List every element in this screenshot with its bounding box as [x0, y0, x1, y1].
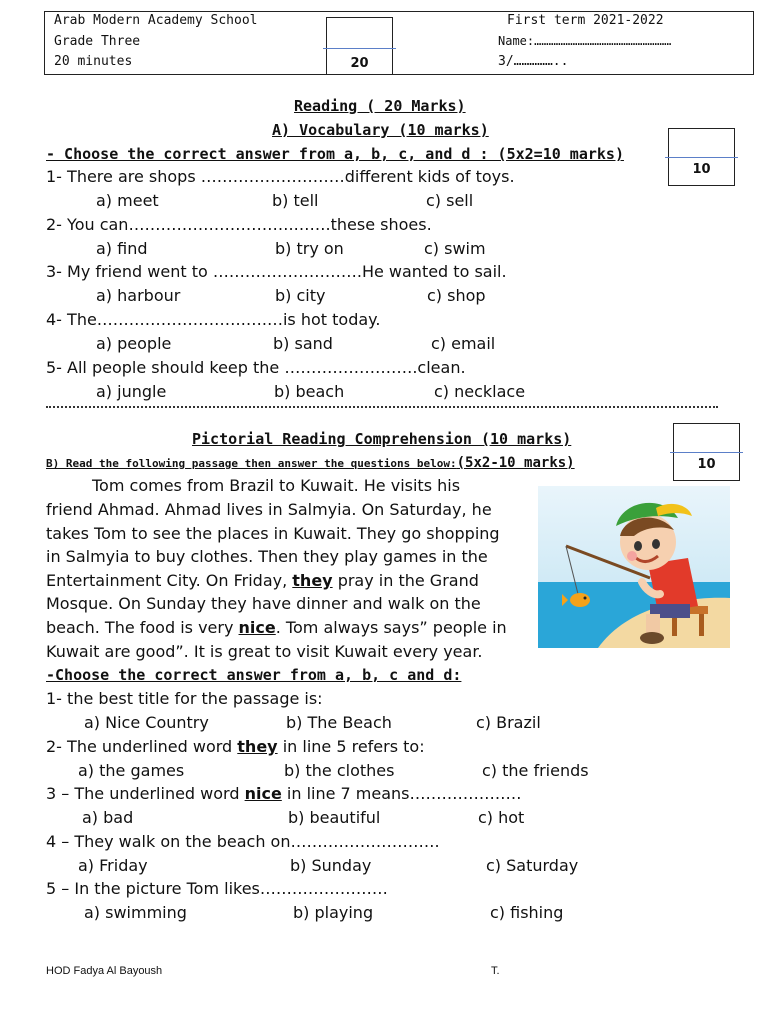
boy-fishing-illustration — [538, 486, 730, 648]
vocab-q5-a: a) jungle — [96, 382, 167, 401]
comp-q3-c: c) hot — [478, 808, 525, 827]
footer-hod: HOD Fadya Al Bayoush — [46, 965, 163, 977]
comp-q5: 5 – In the picture Tom likes…………………… — [46, 879, 388, 898]
vocab-title: A) Vocabulary (10 marks) — [272, 121, 489, 139]
passage-line-5-b: pray in the Grand — [332, 571, 479, 590]
comp-q2 — [46, 737, 425, 756]
comp-q3-a: a) bad — [82, 808, 134, 827]
passage-line-8: Kuwait are good”. It is great to visit Kuwait every year. — [46, 642, 483, 661]
vocab-q2-c: c) swim — [424, 239, 486, 258]
vocab-q4: 4- The……………………….….…is hot today. — [46, 310, 381, 329]
comp-q5-c: c) fishing — [490, 903, 564, 922]
vocab-q1: 1- There are shops ………………………different kids of toys. — [46, 167, 515, 186]
passage-line-4: in Salmyia to buy clothes. Then they play games in the — [46, 547, 488, 566]
underlined-they: they — [292, 571, 333, 590]
comp-q2-word: they — [237, 737, 278, 756]
passage-line-7-b: . Tom always says” people in — [275, 618, 507, 637]
vocab-q2-b: b) try on — [275, 239, 344, 258]
vocab-q5-c: c) necklace — [434, 382, 526, 401]
vocab-q3: 3- My friend went to ……………………….He wanted to sail. — [46, 262, 507, 281]
vocab-q1-a: a) meet — [96, 191, 159, 210]
vocab-q5-b: b) beach — [274, 382, 345, 401]
vocab-q2: 2- You can………………………….…….these shoes. — [46, 215, 432, 234]
question-instruction: -Choose the correct answer from a, b, c and d: — [46, 666, 462, 684]
date-field: 3/…………….. — [498, 54, 569, 69]
comp-q5-b: b) playing — [293, 903, 374, 922]
vocab-q5: 5- All people should keep the …………………….clean. — [46, 358, 466, 377]
comp-q5-a: a) swimming — [84, 903, 187, 922]
pictorial-marks: (5x2-10 marks) — [456, 455, 575, 471]
pictorial-instruction — [46, 455, 575, 471]
passage-line-3: takes Tom to see the places in Kuwait. They go shopping — [46, 524, 500, 543]
passage-line-5 — [46, 571, 479, 590]
comp-q1-a: a) Nice Country — [84, 713, 209, 732]
passage-line-5-a: Entertainment City. On Friday, — [46, 571, 293, 590]
pictorial-instruction-text: B) Read the following passage then answer the questions below: — [46, 457, 457, 470]
vocab-q3-b: b) city — [275, 286, 326, 305]
comp-q2-c: c) the friends — [482, 761, 589, 780]
grade-label: Grade Three — [54, 34, 141, 49]
vocab-score-box — [668, 128, 735, 186]
comp-q2-post: in line 5 refers to: — [277, 737, 425, 756]
comp-q3-word: nice — [244, 784, 282, 803]
comp-q1: 1- the best title for the passage is: — [46, 689, 323, 708]
footer-teacher: T. — [491, 965, 500, 977]
vocab-q4-a: a) people — [96, 334, 172, 353]
pictorial-score: 10 — [697, 457, 716, 472]
comp-q2-a: a) the games — [78, 761, 185, 780]
vocab-q4-c: c) email — [431, 334, 496, 353]
comp-q4-b: b) Sunday — [290, 856, 372, 875]
term-label: First term 2021-2022 — [507, 13, 664, 28]
comp-q1-c: c) Brazil — [476, 713, 541, 732]
duration-label: 20 minutes — [54, 54, 133, 69]
section-divider — [46, 406, 718, 408]
comp-q4-a: a) Friday — [78, 856, 148, 875]
total-score: 20 — [350, 56, 369, 71]
vocab-score: 10 — [692, 162, 711, 177]
pictorial-score-box — [673, 423, 740, 481]
comp-q3-b: b) beautiful — [288, 808, 381, 827]
name-field: Name:………………………………………………… — [498, 34, 672, 48]
passage-line-1: Tom comes from Brazil to Kuwait. He visits his — [92, 476, 461, 495]
comp-q2-pre: 2- The underlined word — [46, 737, 238, 756]
passage-line-7-a: beach. The food is very — [46, 618, 239, 637]
school-name: Arab Modern Academy School — [54, 13, 258, 28]
total-score-box — [326, 17, 393, 75]
passage-line-6: Mosque. On Sunday they have dinner and walk on the — [46, 594, 481, 613]
vocab-q3-a: a) harbour — [96, 286, 181, 305]
fish — [570, 593, 590, 607]
underlined-nice: nice — [238, 618, 276, 637]
comp-q3-pre: 3 – The underlined word — [46, 784, 245, 803]
passage-line-2: friend Ahmad. Ahmad lives in Salmyia. On Saturday, he — [46, 500, 492, 519]
passage-line-7 — [46, 618, 507, 637]
pictorial-title: Pictorial Reading Comprehension (10 marks) — [192, 430, 572, 448]
comp-q2-b: b) the clothes — [284, 761, 395, 780]
reading-title: Reading ( 20 Marks) — [294, 97, 466, 115]
vocab-q3-c: c) shop — [427, 286, 486, 305]
vocab-q4-b: b) sand — [273, 334, 333, 353]
comp-q1-b: b) The Beach — [286, 713, 392, 732]
comp-q3 — [46, 784, 522, 803]
vocab-instruction: - Choose the correct answer from a, b, c, and d : (5x2=10 marks) — [46, 145, 624, 163]
comp-q4: 4 – They walk on the beach on………………………. — [46, 832, 440, 851]
comp-q4-c: c) Saturday — [486, 856, 579, 875]
vocab-q1-c: c) sell — [426, 191, 474, 210]
vocab-q1-b: b) tell — [272, 191, 319, 210]
vocab-q2-a: a) find — [96, 239, 148, 258]
comp-q3-post: in line 7 means………………… — [281, 784, 522, 803]
